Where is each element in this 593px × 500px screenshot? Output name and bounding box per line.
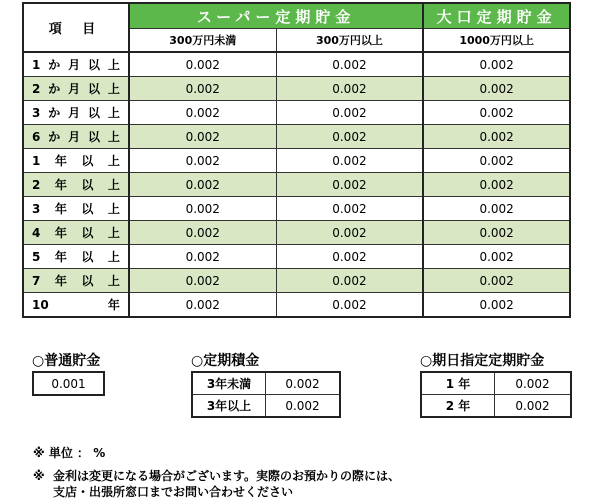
table-row [23,221,570,245]
term-label: 6か月以上 [23,125,129,149]
table-row [23,173,570,197]
time-deposit-rate-table [22,2,571,318]
rate-cell: 0.002 [129,77,276,101]
term-label: 4年以上 [23,221,129,245]
fixed-date-rate: 0.002 [495,372,572,395]
table-row [23,125,570,149]
rate-cell: 0.002 [129,52,276,77]
rate-cell: 0.002 [276,293,423,318]
table-row [23,77,570,101]
table-row [23,52,570,77]
band-header-row [23,3,570,29]
rate-cell: 0.002 [129,221,276,245]
ordinary-savings-table [32,371,105,396]
rate-cell: 0.002 [423,221,570,245]
term-label: 1年以上 [23,149,129,173]
fixed-date-term-label: 1 年 [421,372,495,395]
installment-savings-title: ○定期積金 [191,353,260,369]
rate-cell: 0.002 [423,101,570,125]
rate-cell: 0.002 [423,293,570,318]
table-row [23,149,570,173]
large-time-deposit-header: 大口定期貯金 [423,3,570,29]
rate-cell: 0.002 [423,173,570,197]
table-row [23,269,570,293]
rate-cell: 0.002 [423,245,570,269]
rate-change-note-line2: 支店・出張所窓口までお問い合わせください [53,485,294,499]
ordinary-savings-row [33,372,104,395]
term-label: 2年以上 [23,173,129,197]
table-row [421,372,571,395]
table-row [23,245,570,269]
amount-over-10m-header: 1000万円以上 [423,29,570,53]
installment-rate: 0.002 [266,395,341,418]
rate-cell: 0.002 [423,149,570,173]
super-time-deposit-header: スーパー定期貯金 [129,3,423,29]
rate-cell: 0.002 [129,245,276,269]
term-label: 10年 [23,293,129,318]
table-row [421,395,571,418]
ordinary-savings-rate: 0.001 [33,372,104,395]
rate-cell: 0.002 [276,101,423,125]
rate-cell: 0.002 [423,269,570,293]
amount-under-3m-header: 300万円未満 [129,29,276,53]
rate-cell: 0.002 [129,269,276,293]
term-label: 2か月以上 [23,77,129,101]
rate-cell: 0.002 [423,52,570,77]
rate-cell: 0.002 [423,77,570,101]
unit-note: ※ 単位 ： % [33,446,106,460]
term-label: 3か月以上 [23,101,129,125]
table-row [192,372,340,395]
amount-over-3m-header: 300万円以上 [276,29,423,53]
rate-cell: 0.002 [276,269,423,293]
rate-cell: 0.002 [276,52,423,77]
rate-cell: 0.002 [276,125,423,149]
item-header: 項 目 [23,3,129,52]
ordinary-savings-title: ○普通貯金 [32,353,101,369]
rate-cell: 0.002 [423,125,570,149]
installment-savings-table [191,371,341,418]
fixed-date-term-label: 2 年 [421,395,495,418]
term-label: 7年以上 [23,269,129,293]
rate-cell: 0.002 [129,149,276,173]
fixed-date-deposit-title: ○期日指定定期貯金 [420,353,545,369]
rate-cell: 0.002 [276,197,423,221]
rate-cell: 0.002 [423,197,570,221]
rate-cell: 0.002 [276,221,423,245]
table-row [23,197,570,221]
rate-cell: 0.002 [129,125,276,149]
rate-cell: 0.002 [276,149,423,173]
term-label: 5年以上 [23,245,129,269]
fixed-date-rate: 0.002 [495,395,572,418]
term-label: 1か月以上 [23,52,129,77]
rate-cell: 0.002 [276,245,423,269]
note-mark: ※ [33,469,45,483]
rate-cell: 0.002 [129,197,276,221]
rate-cell: 0.002 [276,173,423,197]
rate-cell: 0.002 [129,173,276,197]
installment-term-label: 3年以上 [192,395,266,418]
installment-rate: 0.002 [266,372,341,395]
rate-change-note-line1: 金利は変更になる場合がございます。実際のお預かりの際には、 [53,469,401,483]
rate-cell: 0.002 [129,293,276,318]
fixed-date-deposit-table [420,371,572,418]
table-row [23,293,570,318]
table-row [192,395,340,418]
rate-cell: 0.002 [129,101,276,125]
rate-change-note [33,468,400,500]
table-row [23,101,570,125]
term-label: 3年以上 [23,197,129,221]
rate-cell: 0.002 [276,77,423,101]
installment-term-label: 3年未満 [192,372,266,395]
